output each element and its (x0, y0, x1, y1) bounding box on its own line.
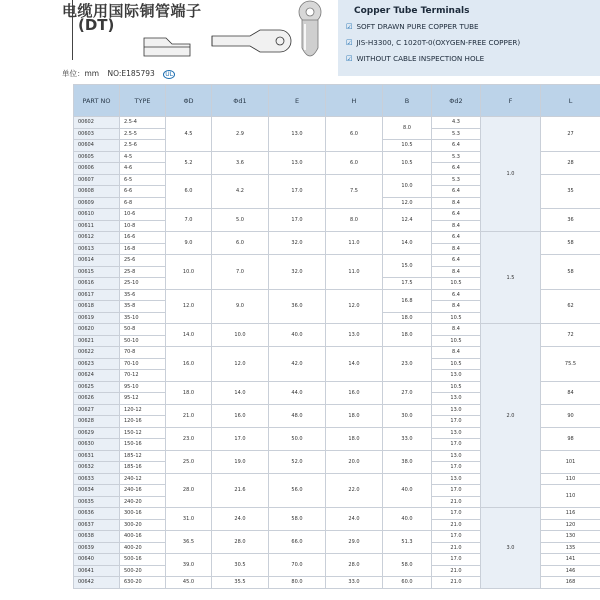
cell-part-no: 00610 (74, 209, 120, 221)
cell-type: 185-12 (120, 450, 166, 462)
cell-type: 50-8 (120, 324, 166, 336)
cell-b: 23.0 (383, 347, 432, 382)
unit-line (62, 68, 181, 79)
cell-phi-d2: 8.4 (432, 266, 481, 278)
cell-b: 14.0 (383, 232, 432, 255)
cell-part-no: 00612 (74, 232, 120, 244)
cell-phi-d2: 8.4 (432, 220, 481, 232)
cell-part-no: 00622 (74, 347, 120, 359)
cell-phi-d2: 8.4 (432, 197, 481, 209)
cell-e: 44.0 (269, 381, 326, 404)
spec-table (73, 84, 600, 589)
cell-b: 16.8 (383, 289, 432, 312)
cell-b: 33.0 (383, 427, 432, 450)
cell-b: 15.0 (383, 255, 432, 278)
col-header-f: F (481, 85, 541, 117)
cell-b: 27.0 (383, 381, 432, 404)
cell-h: 8.0 (326, 209, 383, 232)
cell-b: 40.0 (383, 473, 432, 508)
cell-phi-d2: 17.0 (432, 554, 481, 566)
cell-phi-d1: 2.9 (212, 117, 269, 152)
cell-phi-d: 18.0 (166, 381, 212, 404)
check-icon: ☑ (346, 54, 353, 63)
cell-part-no: 00642 (74, 577, 120, 589)
col-header-phi-d2: Φd2 (432, 85, 481, 117)
cell-b: 38.0 (383, 450, 432, 473)
cell-l: 84 (541, 381, 600, 404)
cell-part-no: 00625 (74, 381, 120, 393)
cell-b: 58.0 (383, 554, 432, 577)
cell-h: 14.0 (326, 347, 383, 382)
cell-type: 120-12 (120, 404, 166, 416)
cell-phi-d1: 28.0 (212, 531, 269, 554)
check-icon: ☑ (346, 22, 353, 31)
cell-phi-d: 12.0 (166, 289, 212, 324)
cell-type: 2.5-4 (120, 117, 166, 129)
cell-part-no: 00603 (74, 128, 120, 140)
cell-phi-d1: 21.6 (212, 473, 269, 508)
cell-type: 2.5-6 (120, 140, 166, 152)
cell-type: 4-6 (120, 163, 166, 175)
cell-type: 25-8 (120, 266, 166, 278)
cell-phi-d1: 5.0 (212, 209, 269, 232)
english-title: Copper Tube Terminals (354, 6, 470, 16)
cell-phi-d2: 17.0 (432, 439, 481, 451)
cell-l: 28 (541, 151, 600, 174)
cell-h: 18.0 (326, 427, 383, 450)
cell-part-no: 00637 (74, 519, 120, 531)
ul-mark-icon: UL (165, 71, 173, 78)
cell-b: 18.0 (383, 312, 432, 324)
cell-l: 75.5 (541, 347, 600, 382)
cell-phi-d1: 9.0 (212, 289, 269, 324)
cell-b: 18.0 (383, 324, 432, 347)
cell-phi-d2: 5.3 (432, 174, 481, 186)
cell-e: 36.0 (269, 289, 326, 324)
cell-type: 150-12 (120, 427, 166, 439)
cell-phi-d1: 17.0 (212, 427, 269, 450)
cell-phi-d2: 17.0 (432, 416, 481, 428)
feature-item (346, 22, 479, 31)
cell-part-no: 00628 (74, 416, 120, 428)
cell-part-no: 00602 (74, 117, 120, 129)
cell-phi-d1: 14.0 (212, 381, 269, 404)
cell-type: 6-8 (120, 197, 166, 209)
cell-h: 28.0 (326, 554, 383, 577)
cell-type: 70-12 (120, 370, 166, 382)
cell-e: 13.0 (269, 117, 326, 152)
terminal-top-view (212, 30, 291, 52)
cell-l: 90 (541, 404, 600, 427)
cell-type: 95-10 (120, 381, 166, 393)
cell-phi-d1: 19.0 (212, 450, 269, 473)
cell-part-no: 00608 (74, 186, 120, 198)
cell-e: 32.0 (269, 232, 326, 255)
chinese-title: 电缆用国际铜管端子 (62, 2, 202, 20)
cell-type: 300-20 (120, 519, 166, 531)
cell-l: 58 (541, 255, 600, 290)
cell-phi-d1: 3.6 (212, 151, 269, 174)
col-header-e: E (269, 85, 326, 117)
cell-f: 1.0 (481, 117, 541, 232)
cell-e: 52.0 (269, 450, 326, 473)
cell-part-no: 00635 (74, 496, 120, 508)
cell-phi-d2: 6.4 (432, 163, 481, 175)
table-row (74, 117, 600, 129)
cell-l: 168 (541, 577, 600, 589)
cell-phi-d2: 21.0 (432, 496, 481, 508)
cell-type: 50-10 (120, 335, 166, 347)
cell-phi-d1: 12.0 (212, 347, 269, 382)
cell-type: 25-6 (120, 255, 166, 267)
cell-b: 10.5 (383, 151, 432, 174)
feature-item (346, 54, 484, 63)
cell-type: 150-16 (120, 439, 166, 451)
cell-phi-d2: 10.5 (432, 335, 481, 347)
cell-type: 2.5-5 (120, 128, 166, 140)
cell-phi-d2: 4.3 (432, 117, 481, 129)
cell-l: 62 (541, 289, 600, 324)
cell-type: 35-10 (120, 312, 166, 324)
cell-h: 29.0 (326, 531, 383, 554)
cell-phi-d: 7.0 (166, 209, 212, 232)
cell-phi-d2: 21.0 (432, 519, 481, 531)
cell-phi-d: 21.0 (166, 404, 212, 427)
cell-part-no: 00641 (74, 565, 120, 577)
cell-phi-d2: 10.5 (432, 312, 481, 324)
cell-e: 50.0 (269, 427, 326, 450)
cell-part-no: 00623 (74, 358, 120, 370)
cell-phi-d2: 13.0 (432, 427, 481, 439)
cell-type: 10-6 (120, 209, 166, 221)
cell-phi-d2: 13.0 (432, 370, 481, 382)
cell-part-no: 00631 (74, 450, 120, 462)
cell-phi-d2: 8.4 (432, 243, 481, 255)
cell-b: 40.0 (383, 508, 432, 531)
cell-type: 500-20 (120, 565, 166, 577)
cell-h: 6.0 (326, 151, 383, 174)
cell-e: 80.0 (269, 577, 326, 589)
cell-l: 98 (541, 427, 600, 450)
cell-part-no: 00632 (74, 462, 120, 474)
cell-type: 35-6 (120, 289, 166, 301)
cell-b: 60.0 (383, 577, 432, 589)
cell-phi-d2: 5.3 (432, 128, 481, 140)
col-header-phi-d1: Φd1 (212, 85, 269, 117)
cell-type: 6-5 (120, 174, 166, 186)
cell-part-no: 00604 (74, 140, 120, 152)
cell-type: 400-20 (120, 542, 166, 554)
cell-part-no: 00611 (74, 220, 120, 232)
cell-type: 35-8 (120, 301, 166, 313)
cell-part-no: 00629 (74, 427, 120, 439)
cell-phi-d: 45.0 (166, 577, 212, 589)
cell-phi-d2: 17.0 (432, 508, 481, 520)
cell-type: 16-6 (120, 232, 166, 244)
cell-phi-d: 16.0 (166, 347, 212, 382)
cell-phi-d2: 5.3 (432, 151, 481, 163)
cell-l: 101 (541, 450, 600, 473)
cell-phi-d2: 21.0 (432, 565, 481, 577)
cell-phi-d: 5.2 (166, 151, 212, 174)
cell-phi-d1: 7.0 (212, 255, 269, 290)
cell-h: 6.0 (326, 117, 383, 152)
cell-phi-d: 39.0 (166, 554, 212, 577)
cell-phi-d2: 21.0 (432, 577, 481, 589)
cell-type: 240-12 (120, 473, 166, 485)
cell-phi-d2: 8.4 (432, 324, 481, 336)
cell-phi-d1: 24.0 (212, 508, 269, 531)
cell-l: 110 (541, 473, 600, 485)
cell-b: 12.0 (383, 197, 432, 209)
cell-part-no: 00617 (74, 289, 120, 301)
cell-l: 116 (541, 508, 600, 520)
table-row (74, 508, 600, 520)
cell-h: 24.0 (326, 508, 383, 531)
cell-e: 48.0 (269, 404, 326, 427)
check-icon: ☑ (346, 38, 353, 47)
cell-e: 58.0 (269, 508, 326, 531)
cell-part-no: 00618 (74, 301, 120, 313)
cell-phi-d: 4.5 (166, 117, 212, 152)
cell-phi-d2: 17.0 (432, 531, 481, 543)
cell-type: 70-10 (120, 358, 166, 370)
cell-phi-d2: 13.0 (432, 404, 481, 416)
cell-part-no: 00638 (74, 531, 120, 543)
cell-phi-d1: 4.2 (212, 174, 269, 209)
cell-phi-d: 14.0 (166, 324, 212, 347)
cell-part-no: 00606 (74, 163, 120, 175)
cert-number: NO:E185793 (107, 69, 155, 78)
cell-phi-d2: 6.4 (432, 255, 481, 267)
cell-type: 95-12 (120, 393, 166, 405)
cell-e: 17.0 (269, 209, 326, 232)
cell-h: 7.5 (326, 174, 383, 209)
cell-phi-d2: 17.0 (432, 462, 481, 474)
cell-type: 120-16 (120, 416, 166, 428)
cell-h: 20.0 (326, 450, 383, 473)
cell-b: 12.4 (383, 209, 432, 232)
cell-h: 22.0 (326, 473, 383, 508)
cell-phi-d1: 16.0 (212, 404, 269, 427)
cell-type: 6-6 (120, 186, 166, 198)
feature-text: WITHOUT CABLE INSPECTION HOLE (356, 54, 485, 63)
cell-phi-d2: 21.0 (432, 542, 481, 554)
cell-phi-d2: 13.0 (432, 450, 481, 462)
cell-phi-d: 31.0 (166, 508, 212, 531)
cell-f: 3.0 (481, 508, 541, 589)
cell-type: 10-8 (120, 220, 166, 232)
cell-type: 630-20 (120, 577, 166, 589)
cell-part-no: 00615 (74, 266, 120, 278)
cell-part-no: 00639 (74, 542, 120, 554)
cell-phi-d2: 10.5 (432, 381, 481, 393)
cell-h: 12.0 (326, 289, 383, 324)
feature-item (346, 38, 520, 47)
cell-part-no: 00636 (74, 508, 120, 520)
cell-phi-d: 6.0 (166, 174, 212, 209)
cell-part-no: 00616 (74, 278, 120, 290)
cell-l: 27 (541, 117, 600, 152)
cell-h: 33.0 (326, 577, 383, 589)
cell-l: 36 (541, 209, 600, 232)
terminal-photo (299, 1, 321, 56)
cell-b: 10.5 (383, 140, 432, 152)
cell-phi-d1: 10.0 (212, 324, 269, 347)
cell-e: 70.0 (269, 554, 326, 577)
cell-f: 2.0 (481, 324, 541, 508)
cell-phi-d2: 8.4 (432, 347, 481, 359)
cell-part-no: 00614 (74, 255, 120, 267)
cell-h: 13.0 (326, 324, 383, 347)
cell-e: 42.0 (269, 347, 326, 382)
cell-e: 40.0 (269, 324, 326, 347)
col-header-type: TYPE (120, 85, 166, 117)
cell-phi-d2: 6.4 (432, 186, 481, 198)
feature-text: JIS-H3300, C 1020T-0(OXYGEN-FREE COPPER) (356, 38, 521, 47)
cell-phi-d2: 6.4 (432, 209, 481, 221)
cell-b: 10.0 (383, 174, 432, 197)
cell-l: 58 (541, 232, 600, 255)
feature-text: SOFT DRAWN PURE COPPER TUBE (356, 22, 479, 31)
cell-e: 17.0 (269, 174, 326, 209)
cell-l: 35 (541, 174, 600, 209)
terminal-drawings (140, 0, 335, 70)
cell-phi-d2: 6.4 (432, 232, 481, 244)
cell-part-no: 00627 (74, 404, 120, 416)
cell-phi-d: 28.0 (166, 473, 212, 508)
cell-part-no: 00634 (74, 485, 120, 497)
cell-f: 1.5 (481, 232, 541, 324)
cell-l: 135 (541, 542, 600, 554)
cell-l: 141 (541, 554, 600, 566)
cell-part-no: 00607 (74, 174, 120, 186)
table-row (74, 324, 600, 336)
cell-phi-d2: 8.4 (432, 301, 481, 313)
cell-phi-d2: 10.5 (432, 278, 481, 290)
cell-b: 17.5 (383, 278, 432, 290)
col-header-l: L (541, 85, 600, 117)
col-header-part-no: PART NO (74, 85, 120, 117)
cell-l: 110 (541, 485, 600, 508)
unit-label: 单位：mm (62, 69, 100, 78)
cell-h: 16.0 (326, 381, 383, 404)
cell-phi-d2: 13.0 (432, 393, 481, 405)
cell-part-no: 00619 (74, 312, 120, 324)
cell-b: 30.0 (383, 404, 432, 427)
cell-e: 66.0 (269, 531, 326, 554)
cell-h: 11.0 (326, 232, 383, 255)
table-header-row (74, 85, 600, 117)
cell-h: 11.0 (326, 255, 383, 290)
table-row (74, 232, 600, 244)
cell-type: 4-5 (120, 151, 166, 163)
cell-l: 130 (541, 531, 600, 543)
cell-type: 400-16 (120, 531, 166, 543)
cell-l: 120 (541, 519, 600, 531)
cell-part-no: 00624 (74, 370, 120, 382)
cell-part-no: 00626 (74, 393, 120, 405)
cell-part-no: 00620 (74, 324, 120, 336)
cell-phi-d: 10.0 (166, 255, 212, 290)
cell-phi-d1: 30.5 (212, 554, 269, 577)
cell-type: 70-8 (120, 347, 166, 359)
col-header-b: B (383, 85, 432, 117)
cell-e: 32.0 (269, 255, 326, 290)
cell-phi-d2: 10.5 (432, 358, 481, 370)
cell-phi-d2: 13.0 (432, 473, 481, 485)
cell-type: 240-16 (120, 485, 166, 497)
cell-phi-d2: 17.0 (432, 485, 481, 497)
cell-h: 18.0 (326, 404, 383, 427)
cell-part-no: 00605 (74, 151, 120, 163)
cell-phi-d: 9.0 (166, 232, 212, 255)
cell-e: 13.0 (269, 151, 326, 174)
cell-type: 240-20 (120, 496, 166, 508)
cell-phi-d: 25.0 (166, 450, 212, 473)
cell-phi-d1: 6.0 (212, 232, 269, 255)
table-body (74, 117, 600, 589)
cell-type: 500-16 (120, 554, 166, 566)
cell-b: 8.0 (383, 117, 432, 140)
cell-type: 25-10 (120, 278, 166, 290)
type-code: (DT) (78, 16, 115, 34)
cell-part-no: 00640 (74, 554, 120, 566)
cell-phi-d: 23.0 (166, 427, 212, 450)
english-feature-panel (338, 0, 600, 76)
col-header-phi-d: ΦD (166, 85, 212, 117)
cell-l: 72 (541, 324, 600, 347)
cell-phi-d2: 6.4 (432, 289, 481, 301)
cell-phi-d1: 35.5 (212, 577, 269, 589)
cell-type: 16-8 (120, 243, 166, 255)
cell-phi-d2: 6.4 (432, 140, 481, 152)
terminal-side-view (144, 38, 190, 56)
cell-part-no: 00621 (74, 335, 120, 347)
col-header-h: H (326, 85, 383, 117)
cell-l: 146 (541, 565, 600, 577)
cell-part-no: 00613 (74, 243, 120, 255)
cell-b: 51.3 (383, 531, 432, 554)
cell-part-no: 00630 (74, 439, 120, 451)
cell-part-no: 00633 (74, 473, 120, 485)
catalog-header (0, 0, 600, 84)
cell-part-no: 00609 (74, 197, 120, 209)
cell-type: 300-16 (120, 508, 166, 520)
cell-type: 185-16 (120, 462, 166, 474)
cell-phi-d: 36.5 (166, 531, 212, 554)
cell-e: 56.0 (269, 473, 326, 508)
